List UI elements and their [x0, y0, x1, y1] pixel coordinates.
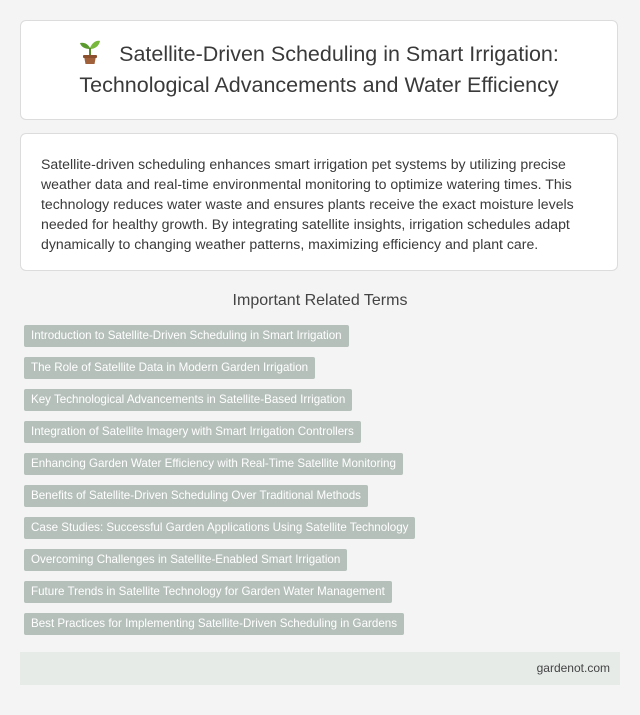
related-term-link[interactable]: Future Trends in Satellite Technology for Garden Water Management	[24, 581, 392, 603]
related-terms-heading: Important Related Terms	[232, 292, 408, 309]
related-terms-list	[24, 325, 624, 645]
related-term-link[interactable]: Key Technological Advancements in Satellite-Based Irrigation	[24, 389, 352, 411]
related-term-link[interactable]: Case Studies: Successful Garden Applications Using Satellite Technology	[24, 517, 415, 539]
title-card	[20, 20, 618, 120]
summary-text: Satellite-driven scheduling enhances smart irrigation pet systems by utilizing precise weather data and real-time environmental monitoring to optimize watering times. This technology reduces water waste and ensures plants receive the exact moisture levels needed for healthy growth. By integrating satellite insights, irrigation schedules adapt dynamically to changing weather patterns, maximizing efficiency and plant care.	[41, 156, 574, 252]
summary-card	[20, 133, 618, 271]
related-term-link[interactable]: Overcoming Challenges in Satellite-Enabled Smart Irrigation	[24, 549, 347, 571]
related-term-link[interactable]: Best Practices for Implementing Satellite-Driven Scheduling in Gardens	[24, 613, 404, 635]
related-term-link[interactable]: Benefits of Satellite-Driven Scheduling Over Traditional Methods	[24, 485, 368, 507]
footer	[20, 652, 620, 685]
related-term-link[interactable]: The Role of Satellite Data in Modern Garden Irrigation	[24, 357, 315, 379]
page-title-text: Satellite-Driven Scheduling in Smart Irrigation: Technological Advancements and Water Efficiency	[79, 42, 559, 97]
related-term-link[interactable]: Enhancing Garden Water Efficiency with Real-Time Satellite Monitoring	[24, 453, 403, 475]
page-title	[21, 39, 617, 101]
related-term-link[interactable]: Introduction to Satellite-Driven Scheduling in Smart Irrigation	[24, 325, 349, 347]
sprout-icon	[79, 39, 101, 65]
footer-site-link[interactable]: gardenot.com	[536, 661, 610, 675]
related-term-link[interactable]: Integration of Satellite Imagery with Smart Irrigation Controllers	[24, 421, 361, 443]
